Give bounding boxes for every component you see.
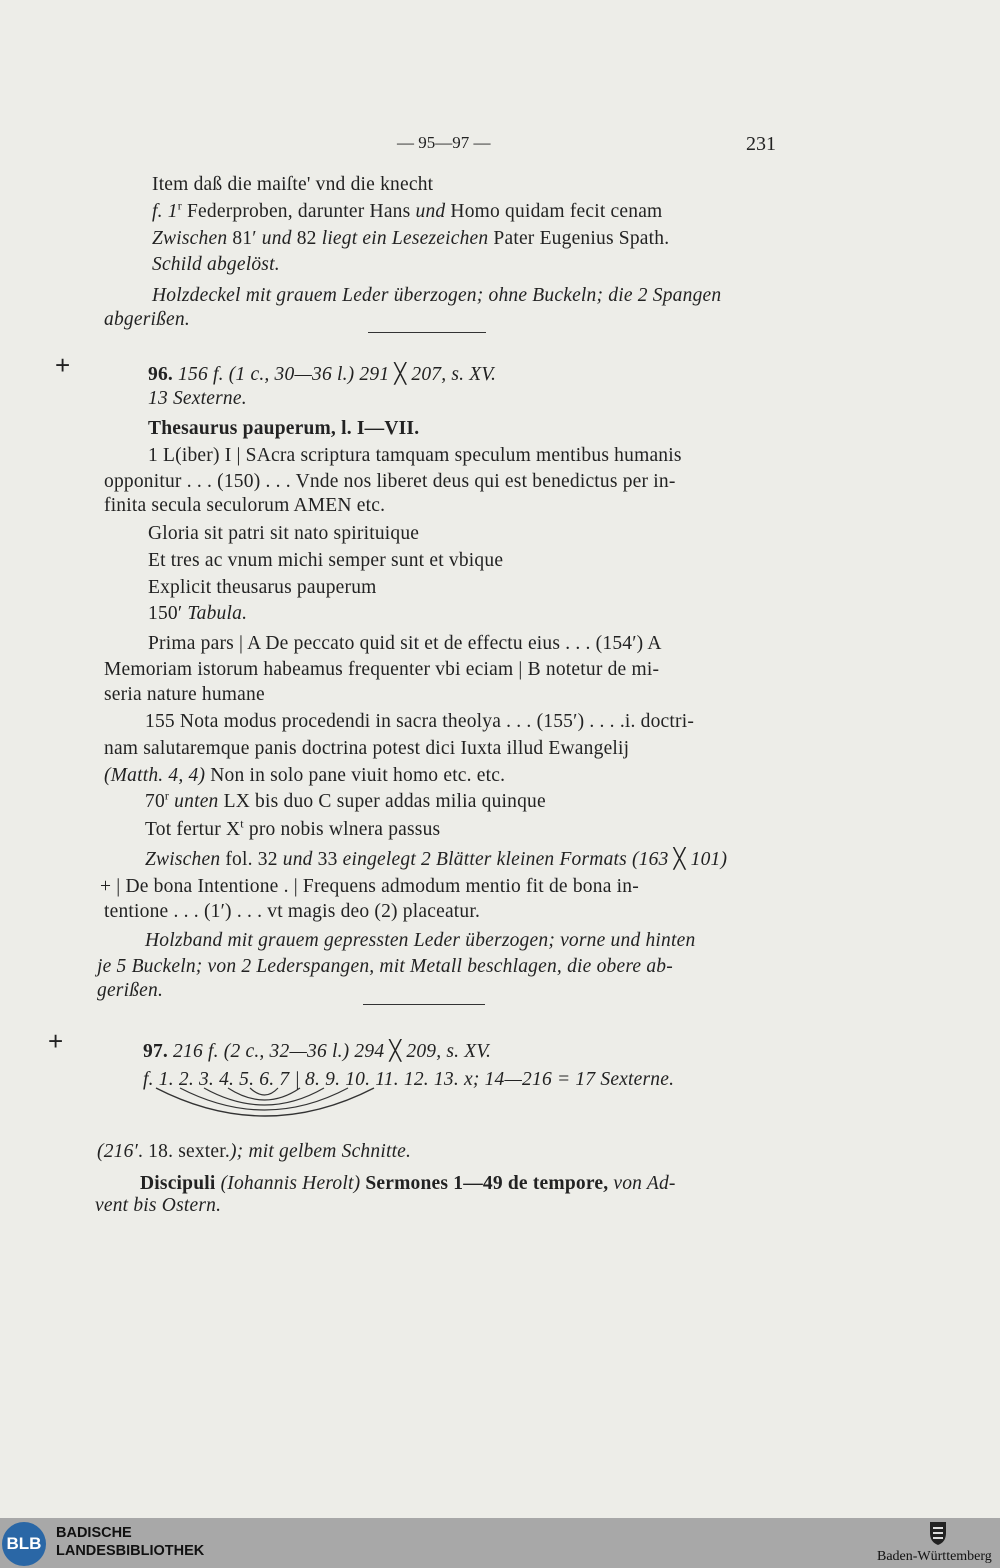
text-segment: und — [256, 228, 297, 249]
text-segment: r — [177, 198, 182, 213]
text-segment: Explicit theusarus pauperum — [148, 577, 377, 598]
text-line — [148, 387, 247, 411]
text-line — [143, 1040, 491, 1064]
text-segment: opponitur . . . (150) . . . Vnde nos liberet deus qui est benedictus per in- — [104, 471, 676, 492]
text-segment: 32 — [252, 849, 283, 870]
library-name-line1: BADISCHE — [56, 1525, 132, 1541]
coat-of-arms-icon — [924, 1519, 952, 1547]
text-segment: Federproben, darunter — [181, 201, 365, 222]
text-segment: tentione . . . (1′) . . . vt magis deo (2) placeatur. — [104, 901, 481, 922]
text-line — [104, 764, 505, 788]
text-segment: . 18. sexter. — [138, 1141, 230, 1162]
text-segment: Discipuli — [140, 1173, 221, 1194]
text-segment: 33 — [312, 849, 343, 870]
text-line — [145, 818, 440, 842]
text-line — [104, 737, 629, 761]
text-segment: LX bis duo C super addas milia quinque — [223, 791, 546, 812]
text-segment: ); mit gelbem Schnitte. — [229, 1141, 412, 1162]
text-segment: 70 — [145, 791, 165, 812]
text-line — [152, 284, 721, 308]
text-segment: liegt ein Lesezeichen — [316, 228, 494, 249]
text-segment: nam salutaremque panis doctrina potest dici Iuxta illud Ewangelij — [104, 738, 630, 759]
text-segment: + | De bona Intentione . | Frequens admodum mentio fit de bona in- — [100, 876, 639, 897]
text-line — [95, 1194, 221, 1218]
text-line — [148, 549, 503, 573]
text-segment: e — [457, 711, 467, 732]
text-line — [148, 602, 247, 626]
text-line — [104, 470, 676, 494]
text-segment: 97. — [143, 1041, 168, 1062]
text-line — [140, 1172, 676, 1196]
text-segment: (Matth. 4, 4) — [104, 765, 206, 786]
text-segment: pro nobis wlnera passus — [243, 819, 441, 840]
text-line — [152, 200, 662, 224]
margin-mark: + — [55, 350, 71, 380]
text-segment: Homo quidam fecit cenam — [445, 201, 663, 222]
section-rule — [368, 332, 486, 333]
text-segment: Sermones 1—49 de tempore, — [360, 1173, 614, 1194]
text-line — [145, 790, 546, 814]
text-segment: gerißen. — [97, 980, 164, 1001]
text-segment: 13 Sexterne. — [148, 388, 247, 409]
text-segment: (216′ — [97, 1141, 139, 1162]
text-segment: 155 Nota modus procedendi in sacra th — [145, 711, 458, 732]
text-line — [148, 522, 419, 546]
text-segment: Et tres ac vnum michi semper sunt et vbique — [148, 550, 504, 571]
blb-logo: BLB — [2, 1522, 46, 1566]
text-segment: f. 1. 2. 3. 4. 5. 6. 7 | 8. 9. 10. 11. 12. 13. x; 14—216 = 17 Sexterne. — [143, 1069, 675, 1090]
text-segment: Thesaurus pauperum, l. I—VII. — [148, 418, 420, 439]
text-line — [145, 929, 695, 953]
text-segment: Schild abgelöst. — [152, 254, 280, 275]
text-segment: Gloria sit patri sit nato spirituique — [148, 523, 420, 544]
text-line — [148, 417, 419, 441]
text-line — [148, 632, 662, 656]
text-segment: Item daß die maiſte' vnd die knecht — [152, 174, 434, 195]
text-segment: von Ad- — [613, 1173, 676, 1194]
text-segment: finita secula seculorum AMEN etc. — [104, 495, 386, 516]
text-line — [104, 494, 385, 518]
text-segment: Holzdeckel mit grauem Leder überzogen; ohne Buckeln; die 2 Spangen — [152, 285, 722, 306]
text-segment: Non in solo pane viuit homo etc. etc. — [205, 765, 506, 786]
text-segment: Memoriam istorum habeamus frequenter vbi eciam | B notetur de mi- — [104, 659, 660, 680]
text-segment: unten — [169, 791, 224, 812]
text-segment: und — [282, 849, 313, 870]
text-segment: Holzband mit grauem gepressten Leder überzogen; vorne und hinten — [145, 930, 696, 951]
text-segment: und — [415, 201, 446, 222]
text-line — [104, 683, 265, 707]
text-line — [143, 1068, 674, 1092]
text-segment: abgerißen. — [104, 309, 190, 330]
text-segment: fol. — [225, 849, 253, 870]
text-segment: 156 f. (1 c., 30—36 l.) 291 ╳ 207, s. XV. — [172, 364, 497, 385]
text-line — [145, 710, 694, 734]
library-name-line2: LANDESBIBLIOTHEK — [56, 1543, 205, 1559]
text-line — [97, 1140, 411, 1164]
text-segment: 82 — [296, 228, 317, 249]
state-name: Baden-Württemberg — [877, 1549, 992, 1564]
text-segment: Zwischen — [145, 849, 226, 870]
text-line — [100, 875, 639, 899]
text-line — [148, 576, 377, 600]
text-line — [152, 173, 433, 197]
text-line — [104, 900, 480, 924]
text-segment: seria nature humane — [104, 684, 265, 705]
text-segment: 150′ — [148, 603, 188, 624]
text-segment: 216 f. (2 c., 32—36 l.) 294 ╳ 209, s. XV. — [167, 1041, 492, 1062]
page-number: 231 — [746, 133, 776, 155]
text-segment: vent bis Ostern. — [95, 1195, 222, 1216]
text-line — [104, 308, 190, 332]
text-segment: 81′ — [232, 228, 257, 249]
text-line — [152, 253, 280, 277]
text-line — [145, 848, 727, 872]
text-segment: t — [240, 816, 244, 831]
text-segment: f. 1 — [152, 201, 178, 222]
text-line — [97, 979, 163, 1003]
text-segment: Zwischen — [152, 228, 233, 249]
text-line — [104, 658, 659, 682]
text-segment: Tabula. — [187, 603, 248, 624]
text-segment: 1 L(iber) I | SAcra scriptura tamquam speculum mentibus humanis — [148, 445, 682, 466]
text-segment: je 5 Buckeln; von 2 Lederspangen, mit Metall beschlagen, die obere ab- — [97, 956, 673, 977]
text-segment: Tot fertur X — [145, 819, 241, 840]
section-rule — [363, 1004, 485, 1005]
text-line — [97, 955, 673, 979]
text-segment: (Iohannis Herolt) — [220, 1173, 361, 1194]
text-segment: 96. — [148, 364, 173, 385]
margin-mark: + — [48, 1026, 64, 1056]
text-segment: eingelegt 2 Blätter kleinen Formats (163 ╳ 101) — [342, 849, 728, 870]
text-line — [148, 444, 682, 468]
text-line — [148, 363, 496, 387]
text-segment: Prima pars | A De peccato quid sit et de effectu eius . . . (154′) A — [148, 633, 662, 654]
text-segment: Pater Eugenius Spath. — [493, 228, 670, 249]
running-head: — 95—97 — — [397, 133, 491, 152]
text-segment: r — [164, 788, 170, 803]
text-segment: olya . . . (155′) . . . .i. doctri- — [466, 711, 695, 732]
text-segment: Hans — [364, 201, 416, 222]
text-line — [152, 227, 669, 251]
